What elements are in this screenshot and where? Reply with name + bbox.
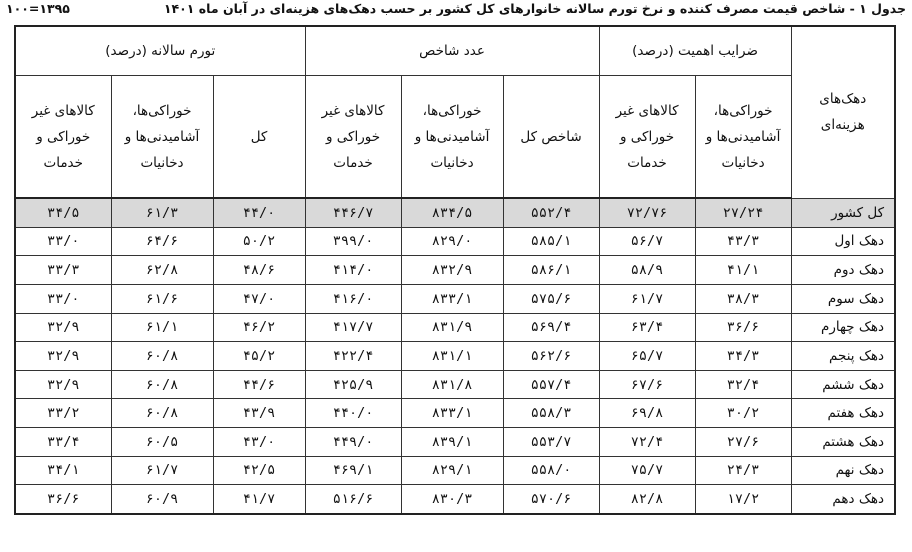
table-cell: ۸۲/۸ — [599, 485, 695, 514]
sub-header: کالاهای غیر خوراکی و خدمات — [15, 76, 111, 199]
table-cell: ۵۶۲/۶ — [503, 342, 599, 371]
table-cell: ۵۶۹/۴ — [503, 313, 599, 342]
sub-header: خوراکی‌ها، آشامیدنی‌ها و دخانیات — [695, 76, 791, 199]
table-cell: ۵۷۵/۶ — [503, 284, 599, 313]
table-cell: ۸۳۲/۹ — [401, 256, 503, 285]
table-cell: ۳۴/۱ — [15, 456, 111, 485]
group-header-inflation: تورم سالانه (درصد) — [15, 26, 305, 76]
table-cell: ۵۵۳/۷ — [503, 428, 599, 457]
table-cell: ۶۵/۷ — [599, 342, 695, 371]
table-caption — [6, 0, 906, 20]
sub-header: کالاهای غیر خوراکی و خدمات — [599, 76, 695, 199]
table-cell: ۵۸۵/۱ — [503, 227, 599, 256]
table-cell: ۳۶/۶ — [15, 485, 111, 514]
table-title: جدول ۱ - شاخص قیمت مصرف کننده و نرخ تورم سالانه خانوارهای کل کشور بر حسب دهک‌های هزینه‌ای در آبان ماه ۱۴۰۱ — [163, 1, 906, 16]
table-cell: ۵۷۰/۶ — [503, 485, 599, 514]
table-cell: ۳۲/۹ — [15, 342, 111, 371]
table-cell: ۴۴۶/۷ — [305, 198, 401, 227]
sub-header: خوراکی‌ها، آشامیدنی‌ها و دخانیات — [111, 76, 213, 199]
table-cell: ۶۹/۸ — [599, 399, 695, 428]
table-cell: ۸۲۹/۱ — [401, 456, 503, 485]
table-cell: ۶۰/۸ — [111, 342, 213, 371]
table-row — [15, 342, 895, 371]
row-label: دهک چهارم — [791, 313, 895, 342]
table-cell: ۴۴/۶ — [213, 370, 305, 399]
table-cell: ۴۲۲/۴ — [305, 342, 401, 371]
table-cell: ۲۷/۲۴ — [695, 198, 791, 227]
row-label-header: دهک‌های هزینه‌ای — [791, 26, 895, 198]
table-cell: ۵۵۸/۳ — [503, 399, 599, 428]
table-cell: ۴۱/۱ — [695, 256, 791, 285]
table-cell: ۲۴/۳ — [695, 456, 791, 485]
table-cell: ۶۰/۹ — [111, 485, 213, 514]
table-cell: ۴۴/۰ — [213, 198, 305, 227]
table-cell: ۶۱/۱ — [111, 313, 213, 342]
table-cell: ۴۶/۲ — [213, 313, 305, 342]
table-cell: ۱۷/۲ — [695, 485, 791, 514]
row-label: دهک هفتم — [791, 399, 895, 428]
table-cell: ۲۷/۶ — [695, 428, 791, 457]
table-cell: ۳۳/۴ — [15, 428, 111, 457]
table-cell: ۶۰/۵ — [111, 428, 213, 457]
table-cell: ۵۸/۹ — [599, 256, 695, 285]
table-cell: ۳۴/۳ — [695, 342, 791, 371]
table-cell: ۴۴۹/۰ — [305, 428, 401, 457]
table-cell: ۴۴۰/۰ — [305, 399, 401, 428]
table-cell: ۳۳/۳ — [15, 256, 111, 285]
table-cell: ۶۰/۸ — [111, 399, 213, 428]
row-label: دهک نهم — [791, 456, 895, 485]
table-cell: ۸۳۱/۹ — [401, 313, 503, 342]
table-cell: ۳۸/۳ — [695, 284, 791, 313]
row-label: دهک پنجم — [791, 342, 895, 371]
base-year: ۱۳۹۵=۱۰۰ — [6, 1, 70, 16]
table-row — [15, 284, 895, 313]
table-cell: ۶۳/۴ — [599, 313, 695, 342]
table-row — [15, 456, 895, 485]
table-row — [15, 227, 895, 256]
table-cell: ۸۳۳/۱ — [401, 284, 503, 313]
table-row — [15, 399, 895, 428]
table-cell: ۳۴/۵ — [15, 198, 111, 227]
table-cell: ۴۷/۰ — [213, 284, 305, 313]
table-body — [15, 198, 895, 514]
table-cell: ۵۰/۲ — [213, 227, 305, 256]
table-cell: ۶۱/۳ — [111, 198, 213, 227]
table-cell: ۴۲/۵ — [213, 456, 305, 485]
row-label: دهک دهم — [791, 485, 895, 514]
table-cell: ۳۲/۹ — [15, 370, 111, 399]
table-cell: ۳۹۹/۰ — [305, 227, 401, 256]
table-cell: ۸۳۳/۱ — [401, 399, 503, 428]
row-label: دهک هشتم — [791, 428, 895, 457]
table-row — [15, 313, 895, 342]
table-cell: ۶۲/۸ — [111, 256, 213, 285]
table-cell: ۳۳/۰ — [15, 227, 111, 256]
table-cell: ۳۶/۶ — [695, 313, 791, 342]
row-label: دهک دوم — [791, 256, 895, 285]
row-label: کل کشور — [791, 198, 895, 227]
row-label: دهک ششم — [791, 370, 895, 399]
table-cell: ۴۱۴/۰ — [305, 256, 401, 285]
table-cell: ۴۶۹/۱ — [305, 456, 401, 485]
sub-header: خوراکی‌ها، آشامیدنی‌ها و دخانیات — [401, 76, 503, 199]
table-cell: ۴۳/۹ — [213, 399, 305, 428]
cpi-table — [14, 25, 896, 515]
group-header-weights: ضرایب اهمیت (درصد) — [599, 26, 791, 76]
table-cell: ۴۵/۲ — [213, 342, 305, 371]
table-row — [15, 485, 895, 514]
table-cell: ۸۲۹/۰ — [401, 227, 503, 256]
table-row — [15, 256, 895, 285]
table-cell: ۷۵/۷ — [599, 456, 695, 485]
table-cell: ۳۲/۴ — [695, 370, 791, 399]
table-cell: ۴۱/۷ — [213, 485, 305, 514]
table-cell: ۶۱/۷ — [599, 284, 695, 313]
table-cell: ۷۲/۴ — [599, 428, 695, 457]
table-cell: ۶۱/۶ — [111, 284, 213, 313]
table-cell: ۸۳۹/۱ — [401, 428, 503, 457]
table-cell: ۴۳/۰ — [213, 428, 305, 457]
table-cell: ۳۲/۹ — [15, 313, 111, 342]
table-cell: ۴۸/۶ — [213, 256, 305, 285]
table-row-total — [15, 198, 895, 227]
table-cell: ۵۶/۷ — [599, 227, 695, 256]
table-cell: ۵۱۶/۶ — [305, 485, 401, 514]
table-cell: ۶۴/۶ — [111, 227, 213, 256]
table-cell: ۸۳۱/۱ — [401, 342, 503, 371]
table-cell: ۴۲۵/۹ — [305, 370, 401, 399]
row-label: دهک سوم — [791, 284, 895, 313]
table-cell: ۴۱۷/۷ — [305, 313, 401, 342]
sub-header: کل — [213, 76, 305, 199]
sub-header: شاخص کل — [503, 76, 599, 199]
table-cell: ۶۷/۶ — [599, 370, 695, 399]
group-header-index: عدد شاخص — [305, 26, 599, 76]
table-cell: ۵۸۶/۱ — [503, 256, 599, 285]
table-cell: ۸۳۰/۳ — [401, 485, 503, 514]
table-cell: ۵۵۲/۴ — [503, 198, 599, 227]
table-cell: ۶۱/۷ — [111, 456, 213, 485]
table-cell: ۴۱۶/۰ — [305, 284, 401, 313]
sub-header: کالاهای غیر خوراکی و خدمات — [305, 76, 401, 199]
table-cell: ۳۳/۲ — [15, 399, 111, 428]
table-cell: ۸۳۴/۵ — [401, 198, 503, 227]
table-cell: ۸۳۱/۸ — [401, 370, 503, 399]
table-cell: ۵۵۸/۰ — [503, 456, 599, 485]
table-cell: ۳۳/۰ — [15, 284, 111, 313]
table-cell: ۶۰/۸ — [111, 370, 213, 399]
table-row — [15, 428, 895, 457]
row-label: دهک اول — [791, 227, 895, 256]
table-cell: ۴۳/۳ — [695, 227, 791, 256]
table-cell: ۷۲/۷۶ — [599, 198, 695, 227]
table-cell: ۳۰/۲ — [695, 399, 791, 428]
table-row — [15, 370, 895, 399]
table-cell: ۵۵۷/۴ — [503, 370, 599, 399]
